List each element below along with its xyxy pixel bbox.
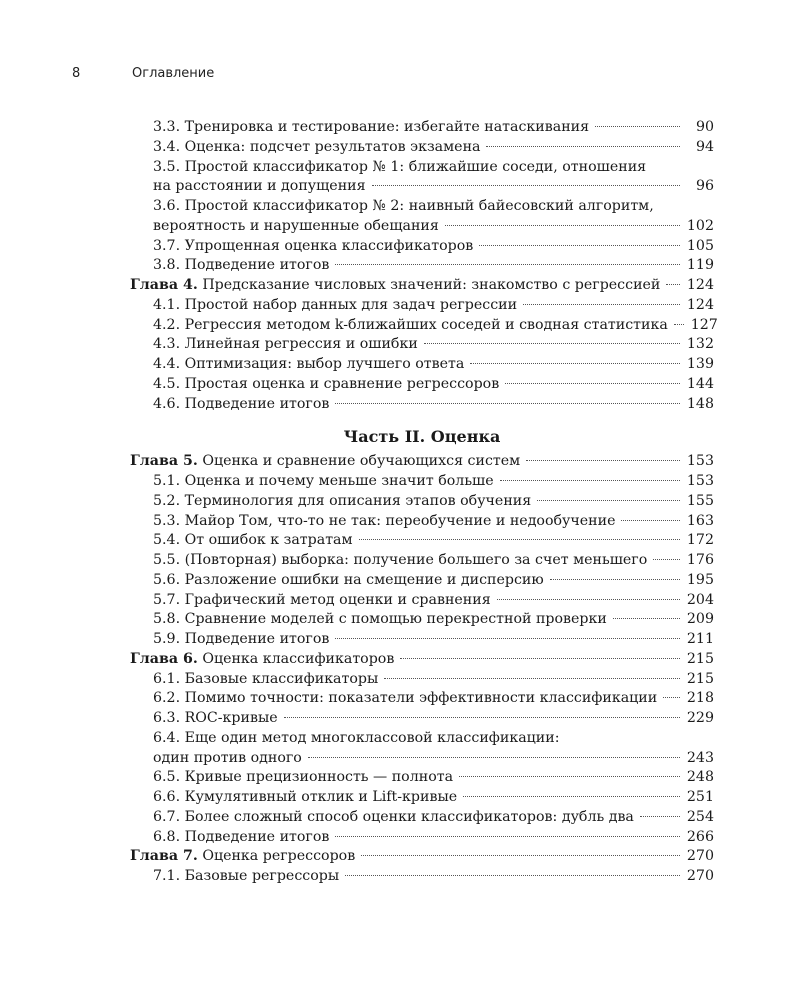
leader-dots [308, 757, 680, 758]
section-title: Тренировка и тестирование: избегайте натаскивания [184, 119, 590, 135]
section-number: 3.5. [153, 158, 181, 175]
section-number: 4.2. [153, 316, 181, 333]
section-title: Подведение итогов [184, 395, 330, 412]
section-title: Разложение ошибки на смещение и дисперсию [184, 571, 544, 588]
toc-entry[interactable] [130, 630, 714, 650]
toc-entry[interactable] [130, 709, 714, 729]
section-number: 6.5. [153, 769, 181, 786]
page-number: 209 [686, 611, 714, 628]
toc-block-2 [130, 452, 714, 887]
leader-dots [479, 245, 680, 246]
section-title: Кривые прецизионность — полнота [184, 769, 454, 786]
section-title: Более сложный способ оценки классификаторов: дубль два [184, 808, 634, 825]
section-title: Линейная регрессия и ошибки [184, 336, 418, 353]
page-number: 254 [686, 808, 714, 825]
page-number: 172 [686, 532, 714, 549]
page-number: 215 [686, 670, 714, 687]
section-title: Терминология для описания этапов обучения [184, 492, 532, 509]
section-number: 4.5. [153, 375, 181, 392]
section-title: Регрессия методом k-ближайших соседей и сводная статистика [184, 316, 668, 333]
leader-dots [663, 697, 680, 698]
toc-entry-line1[interactable] [130, 197, 714, 217]
page-number: 132 [686, 336, 714, 353]
page-number: 248 [686, 769, 714, 786]
section-title: Базовые регрессоры [184, 868, 340, 884]
section-number: 5.8. [153, 611, 181, 628]
toc-entry-line1[interactable] [130, 729, 714, 749]
section-heading [153, 591, 491, 611]
leader-dots [500, 480, 680, 481]
section-number: 3.7. [153, 237, 181, 254]
page-number: 218 [686, 690, 714, 707]
table-of-contents [130, 118, 718, 887]
page-number: 243 [686, 749, 714, 766]
section-number: 5.1. [153, 473, 181, 489]
section-heading [153, 768, 453, 788]
section-number: 6.1. [153, 670, 181, 687]
page-number: 153 [686, 453, 714, 470]
leader-dots [470, 363, 680, 364]
leader-dots [537, 500, 680, 501]
toc-entry[interactable] [130, 492, 714, 512]
page-number: 90 [695, 119, 714, 135]
page-number: 266 [686, 828, 714, 845]
chapter-title: Оценка регрессоров [202, 848, 356, 865]
section-title: Сравнение моделей с помощью перекрестной проверки [184, 611, 607, 628]
page-number: 229 [686, 710, 714, 726]
leader-dots [372, 185, 680, 186]
chapter-title: Предсказание числовых значений: знакомство с регрессией [202, 277, 661, 293]
section-heading [153, 551, 647, 571]
page-number: 155 [686, 492, 714, 509]
running-title: Оглавление [132, 66, 215, 81]
leader-dots [445, 225, 680, 226]
section-title: Оценка: подсчет результатов экзамена [184, 138, 481, 155]
leader-dots [613, 618, 680, 619]
section-title-cont: один против одного [153, 749, 302, 766]
page-number: 94 [695, 138, 714, 155]
page-number: 211 [686, 631, 714, 647]
toc-entry[interactable] [130, 689, 714, 709]
toc-entry[interactable] [130, 531, 714, 551]
section-number: 6.7. [153, 808, 181, 825]
page-number: 139 [686, 356, 714, 372]
section-heading [153, 138, 480, 158]
leader-dots [595, 126, 680, 127]
leader-dots [550, 579, 680, 580]
chapter-title: Оценка и сравнение обучающихся систем [202, 453, 521, 470]
toc-chapter[interactable] [130, 276, 714, 296]
toc-entry[interactable] [130, 296, 714, 316]
toc-entry[interactable] [130, 571, 714, 591]
section-number: 5.4. [153, 532, 181, 549]
section-heading [153, 316, 668, 336]
leader-dots [463, 796, 680, 797]
chapter-label: Глава 6. [130, 650, 198, 667]
leader-dots [335, 638, 680, 639]
section-heading [153, 630, 329, 650]
section-number: 3.8. [153, 257, 181, 274]
leader-dots [284, 717, 680, 718]
page-number: 270 [686, 868, 714, 884]
toc-entry[interactable] [130, 610, 714, 630]
chapter-label: Глава 7. [130, 848, 198, 865]
section-number: 4.3. [153, 336, 181, 353]
section-heading [153, 256, 329, 276]
leader-dots [335, 836, 680, 837]
section-heading [153, 512, 615, 532]
section-number: 6.3. [153, 710, 181, 726]
toc-entry[interactable] [130, 512, 714, 532]
section-heading [153, 296, 517, 316]
section-heading [153, 571, 544, 591]
section-number: 7.1. [153, 868, 181, 884]
leader-dots [497, 599, 680, 600]
leader-dots [640, 816, 680, 817]
section-title: Базовые классификаторы [184, 670, 379, 687]
section-heading [153, 237, 473, 257]
section-heading [153, 670, 378, 690]
toc-entry-line2[interactable] [130, 177, 714, 197]
leader-dots [384, 678, 680, 679]
section-title: Майор Том, что-то не так: переобучение и недообучение [184, 512, 616, 529]
leader-dots [505, 383, 680, 384]
chapter-label: Глава 5. [130, 453, 198, 470]
toc-entry[interactable] [130, 808, 714, 828]
section-title-cont: вероятность и нарушенные обещания [153, 217, 439, 234]
section-title: ROC-кривые [184, 710, 278, 726]
leader-dots [523, 304, 680, 305]
section-title: Упрощенная оценка классификаторов [184, 237, 474, 254]
toc-entry[interactable] [130, 375, 714, 395]
toc-entry[interactable] [130, 768, 714, 788]
running-head [72, 66, 214, 81]
page-number: 153 [686, 473, 714, 489]
section-heading [153, 492, 531, 512]
section-number: 4.4. [153, 356, 181, 372]
toc-entry[interactable] [130, 316, 718, 336]
section-title: Еще один метод многоклассовой классификации: [184, 729, 560, 746]
toc-entry[interactable] [130, 551, 714, 571]
leader-dots [621, 520, 680, 521]
section-heading [153, 335, 418, 355]
chapter-heading [130, 847, 355, 867]
leader-dots [424, 343, 680, 344]
section-number: 5.3. [153, 512, 181, 529]
section-title: Подведение итогов [184, 257, 330, 274]
chapter-heading [130, 276, 660, 296]
page-number: 204 [686, 591, 714, 608]
page-number: 148 [686, 395, 714, 412]
section-number: 5.9. [153, 631, 181, 647]
toc-entry[interactable] [130, 472, 714, 492]
section-title: (Повторная) выборка: получение большего за счет меньшего [184, 552, 648, 568]
section-number: 3.3. [153, 119, 181, 135]
section-title: Простой классификатор № 2: наивный байесовский алгоритм, [184, 198, 654, 214]
toc-entry[interactable] [130, 591, 714, 611]
page-number: 102 [686, 217, 714, 234]
page-number: 215 [686, 650, 714, 667]
section-title: Простой классификатор № 1: ближайшие соседи, отношения [184, 158, 647, 175]
section-title: Подведение итогов [184, 828, 330, 845]
toc-entry-line2[interactable] [130, 749, 714, 769]
toc-chapter[interactable] [130, 452, 714, 472]
toc-block-1 [130, 118, 718, 414]
toc-entry[interactable] [130, 118, 714, 138]
section-title: Помимо точности: показатели эффективности классификации [184, 690, 658, 707]
toc-entry[interactable] [130, 867, 714, 887]
section-number: 4.6. [153, 395, 181, 412]
section-heading [153, 355, 464, 375]
section-heading [153, 828, 329, 848]
section-number: 5.7. [153, 591, 181, 608]
leader-dots [526, 460, 680, 461]
toc-entry[interactable] [130, 395, 714, 415]
section-title: Оценка и почему меньше значит больше [184, 473, 494, 489]
section-heading [153, 610, 607, 630]
section-heading [153, 689, 657, 709]
toc-entry[interactable] [130, 335, 714, 355]
leader-dots [359, 539, 680, 540]
page-number: 124 [686, 296, 714, 313]
section-heading [153, 788, 457, 808]
section-number: 3.4. [153, 138, 181, 155]
leader-dots [666, 284, 680, 285]
section-heading [153, 709, 278, 729]
leader-dots [674, 324, 684, 325]
leader-dots [361, 855, 680, 856]
toc-entry[interactable] [130, 237, 714, 257]
toc-entry[interactable] [130, 788, 714, 808]
section-number: 5.2. [153, 492, 181, 509]
section-title-cont: на расстоянии и допущения [153, 178, 366, 195]
toc-entry-line1[interactable] [130, 158, 714, 178]
leader-dots [345, 875, 680, 876]
toc-entry[interactable] [130, 355, 714, 375]
section-heading [153, 808, 634, 828]
page-number: 176 [686, 552, 714, 568]
section-heading [153, 531, 353, 551]
page-number: 119 [686, 257, 714, 274]
page-number: 144 [686, 375, 714, 392]
section-title: Кумулятивный отклик и Lift-кривые [184, 789, 458, 805]
page-number: 8 [72, 66, 81, 81]
toc-entry[interactable] [130, 828, 714, 848]
page-number: 195 [686, 571, 714, 588]
section-title: Простой набор данных для задач регрессии [184, 296, 518, 313]
chapter-label: Глава 4. [130, 277, 198, 293]
section-title: Оптимизация: выбор лучшего ответа [184, 356, 465, 372]
page-number: 127 [690, 316, 718, 333]
toc-entry[interactable] [130, 256, 714, 276]
leader-dots [400, 658, 680, 659]
section-heading [153, 375, 499, 395]
leader-dots [335, 403, 680, 404]
section-heading [153, 472, 494, 492]
toc-entry-line2[interactable] [130, 217, 714, 237]
toc-chapter[interactable] [130, 847, 714, 867]
page-number: 96 [695, 178, 714, 195]
section-number: 5.5. [153, 552, 181, 568]
section-title: Графический метод оценки и сравнения [184, 591, 491, 608]
section-number: 6.8. [153, 828, 181, 845]
page-number: 251 [686, 789, 714, 805]
part-title: Часть II. Оценка [343, 427, 501, 447]
chapter-title: Оценка классификаторов [202, 650, 395, 667]
leader-dots [459, 776, 680, 777]
section-title: Простая оценка и сравнение регрессоров [184, 375, 500, 392]
section-number: 3.6. [153, 198, 181, 214]
toc-chapter[interactable] [130, 650, 714, 670]
leader-dots [486, 146, 680, 147]
section-number: 6.4. [153, 729, 181, 746]
section-number: 4.1. [153, 296, 181, 313]
chapter-heading [130, 452, 520, 472]
chapter-heading [130, 650, 394, 670]
page-number: 105 [686, 237, 714, 254]
toc-entry[interactable] [130, 670, 714, 690]
leader-dots [653, 559, 680, 560]
section-number: 6.6. [153, 789, 181, 805]
leader-dots [335, 264, 680, 265]
page-number: 163 [686, 512, 714, 529]
toc-entry[interactable] [130, 138, 714, 158]
section-title: От ошибок к затратам [184, 532, 353, 549]
page-number: 270 [686, 848, 714, 865]
section-heading [153, 118, 589, 138]
section-heading [153, 395, 329, 415]
page-number: 124 [686, 277, 714, 293]
section-title: Подведение итогов [184, 631, 330, 647]
section-heading [153, 867, 339, 887]
section-number: 6.2. [153, 690, 181, 707]
section-number: 5.6. [153, 571, 181, 588]
